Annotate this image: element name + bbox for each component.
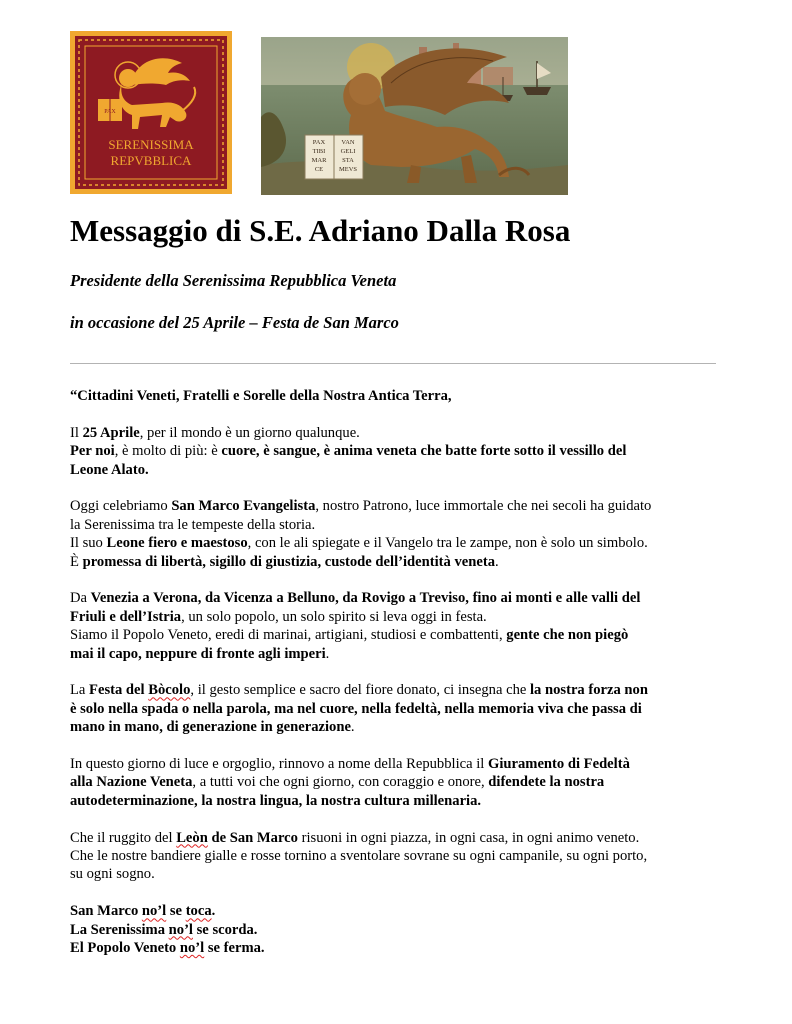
paragraph-closing: [70, 902, 730, 957]
flag-book-text: PAX: [104, 109, 116, 115]
paragraph-popolo-veneto: [70, 589, 730, 663]
closing-line: La Serenissima no’l se scorda.: [70, 921, 258, 938]
painting-book-left-2: TIBI: [312, 148, 326, 155]
paragraph-bocolo: [70, 681, 730, 736]
painting-book-left-1: PAX: [312, 139, 326, 146]
text-line: su ogni sogno.: [70, 866, 155, 883]
text-line: Per noi, è molto di più: è cuore, è sangue, è anima veneta che batte forte sotto il vessillo del: [70, 443, 627, 460]
greeting-line: “Cittadini Veneti, Fratelli e Sorelle della Nostra Antica Terra,: [70, 388, 452, 404]
paragraph-25-april: [70, 424, 730, 479]
text-line: Leone Alato.: [70, 461, 149, 478]
horizontal-divider: [70, 363, 716, 364]
text-line: la Serenissima tra le tempeste della storia.: [70, 516, 316, 533]
page-title: Messaggio di S.E. Adriano Dalla Rosa: [70, 213, 571, 248]
subtitle-president: Presidente della Serenissima Repubblica Veneta: [70, 271, 397, 290]
text-line: alla Nazione Veneta, a tutti voi che ogni giorno, con coraggio e onore, difendete la nostra: [70, 774, 605, 791]
text-line: Che il ruggito del Leòn de San Marco risuoni in ogni piazza, in ogni casa, in ogni animo veneto.: [70, 829, 640, 846]
text-line: Oggi celebriamo San Marco Evangelista, nostro Patrono, luce immortale che nei secoli ha guidato: [70, 498, 652, 515]
flag-text-line-2: REPVBBLICA: [110, 153, 192, 168]
painting-book-right-4: MEVS: [338, 166, 358, 173]
painting-book-left-3: MAR: [311, 157, 327, 164]
message-body: [70, 387, 730, 976]
text-line: In questo giorno di luce e orgoglio, rinnovo a nome della Repubblica il Giuramento di Fedeltà: [70, 756, 630, 773]
closing-line: El Popolo Veneto no’l se ferma.: [70, 940, 265, 957]
text-line: Che le nostre bandiere gialle e rosse tornino a sventolare sovrane su ogni campanile, su ogni porto,: [70, 848, 648, 865]
flag-text-line-1: SERENISSIMA: [108, 137, 194, 152]
painting-book-right-2: GELI: [340, 148, 356, 155]
paragraph-giuramento: [70, 755, 730, 810]
text-line: Il 25 Aprile, per il mondo è un giorno qualunque.: [70, 424, 360, 441]
paragraph-greeting: [70, 387, 730, 405]
text-line: Il suo Leone fiero e maestoso, con le ali spiegate e il Vangelo tra le zampe, non è solo un simbolo.: [70, 535, 648, 552]
text-line: mai il capo, neppure di fronte agli imperi.: [70, 645, 330, 662]
text-line: mano in mano, di generazione in generazione.: [70, 719, 355, 736]
text-line: Da Venezia a Verona, da Vicenza a Belluno, da Rovigo a Treviso, fino ai monti e alle valli del: [70, 590, 641, 607]
serenissima-flag-icon: [70, 31, 232, 194]
text-line: Siamo il Popolo Veneto, eredi di marinai, artigiani, studiosi e combattenti, gente che non piegò: [70, 627, 629, 644]
text-line: È promessa di libertà, sigillo di giustizia, custode dell’identità veneta.: [70, 553, 499, 570]
text-line: è solo nella spada o nella parola, ma nel cuore, nella fedeltà, nella memoria viva che passa di: [70, 700, 642, 717]
text-line: Friuli e dell’Istria, un solo popolo, un solo spirito si leva oggi in festa.: [70, 608, 487, 625]
text-line: autodeterminazione, la nostra lingua, la nostra cultura millenaria.: [70, 792, 482, 809]
text-line: La Festa del Bòcolo, il gesto semplice e sacro del fiore donato, ci insegna che la nostra forza non: [70, 682, 648, 699]
subtitle-occasion: in occasione del 25 Aprile – Festa de San Marco: [70, 313, 399, 332]
lion-painting-icon: [261, 37, 568, 195]
painting-book-left-4: CE: [314, 166, 324, 173]
painting-book-right-3: STA: [342, 157, 354, 164]
painting-book-right-1: VAN: [341, 139, 355, 146]
paragraph-san-marco: [70, 497, 730, 571]
paragraph-ruggito: [70, 829, 730, 884]
closing-line: San Marco no’l se toca.: [70, 903, 216, 920]
